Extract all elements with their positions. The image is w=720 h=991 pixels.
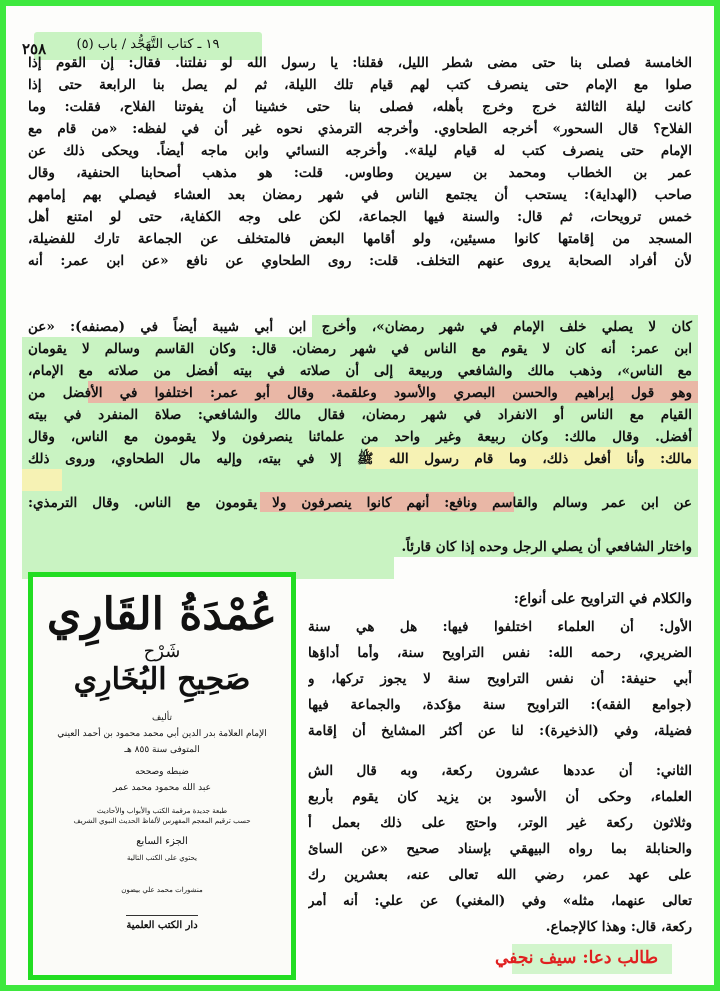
book-cover-inset <box>28 572 296 980</box>
text-line: مع الناس»، وذهب مالك والشافعي وربيعة إلى أن صلاته في بيته أفضل من صلاته مع الإمام، <box>28 363 692 379</box>
text-line: كانت ليلة الثالثة خرج وخرج بأهله، فصلى بنا حتى خشينا أن يفوتنا الفلاح، فقلت: وما <box>28 99 692 115</box>
text-line: الأول: أن العلماء اختلفوا فيها: هل هي سنة <box>308 619 692 635</box>
text-line: لأن أفراد الصحابة يروى عنهم التخلف. قلت: روى الطحاوي عن نافع «عن ابن عمر: أنه <box>28 253 692 269</box>
text-line: والحنابلة بما رواه البيهقي بإسناد صحيح «عن السائ <box>308 841 692 857</box>
highlight-yellow <box>22 469 62 491</box>
page-number: ٢٥٨ <box>22 40 47 58</box>
text-line: عمر بن الخطاب ومحمد بن سيرين وطاوس. قلت: هو مذهب أصحابنا الحنفية، وقال <box>28 165 692 181</box>
highlight-green <box>62 469 698 491</box>
highlight-green <box>22 513 698 535</box>
text-line: الفلاح؟ قال السحور» أخرجه الطحاوي. وأخرجه الترمذي نحوه غير أن في لفظه: «من قام مع <box>28 121 692 137</box>
cover-author-label: تأليف <box>151 713 173 723</box>
cover-author: الإمام العلامة بدر الدين أبي محمد محمود بن أحمد العيني <box>57 729 267 739</box>
cover-editor-label: ضبطه وصححه <box>135 767 189 777</box>
text-line: وهو قول إبراهيم والحسن البصري والأسود وعلقمة. وقال أبو عمر: اختلفوا في الأفضل من <box>28 385 692 401</box>
text-line: تعالى عنهما، مثله» وفي (المغني) عن علي: أنه أمر <box>308 893 692 909</box>
text-line: مالك: وأنا أفعل ذلك، وما قام رسول الله ﷺ إلا في بيته، وإليه مال الطحاوي، وروى ذلك <box>28 451 692 467</box>
text-line: الضريري، رحمه الله: نفس التراويح سنة، وأما أداؤها <box>308 645 692 661</box>
text-line: ابن عمر: أنه كان لا يقوم مع الناس في شهر رمضان. قال: وكان القاسم وسالم لا يقومان <box>28 341 692 357</box>
text-line: ركعة، قال: وهذا كالإجماع. <box>545 919 692 935</box>
text-line: أبي حنيفة: أن نفس التراويح سنة لا يجوز تركها، و <box>308 671 692 687</box>
text-line: أفضل. وقال مالك: وكان ربيعة وغير واحد من علمائنا ينصرفون ولا يقومون مع الناس، وقال <box>28 429 692 445</box>
cover-volume: الجزء السابع <box>136 836 188 847</box>
cover-subtitle: شَرْح <box>143 641 181 662</box>
text-line: العلماء، وحكى أن الأسود بن يزيد كان يقوم بأربع <box>308 789 692 805</box>
text-line: فضيلة، وفي (الذخيرة): لنا عن أكثر المشايخ أن إقامة <box>308 723 692 739</box>
text-line: الإمام حتى ينصرف كتب له قيام ليلة». وأخرجه النسائي وابن ماجه أيضاً. ويحكى ذلك عن <box>28 143 692 159</box>
text-line: الخامسة فصلى بنا حتى مضى شطر الليل، فقلنا: يا رسول الله لو نفلتنا. فقال: إن القوم إذا <box>28 55 692 71</box>
text-line: عن ابن عمر وسالم والقاسم ونافع: أنهم كانوا ينصرفون ولا يقومون مع الناس. وقال الترمذي: <box>28 495 692 511</box>
cover-edition-note: حسب ترقيم المعجم المفهرس لألفاظ الحديث النبوي الشريف <box>73 817 251 825</box>
text-line: كان لا يصلي خلف الإمام في شهر رمضان»، وأخرج ابن أبي شيبة أيضاً في (مصنفه): «عن <box>28 319 692 335</box>
cover-edition-note: طبعة جديدة مرقمة الكتب والأبواب والأحاديث <box>96 807 228 815</box>
text-line: المسجد من إقامتها كانوا مسيئين، ولو أقامها البعض فالمتخلف عن الجماعة تارك للفضيلة، <box>28 231 692 247</box>
text-line: واختار الشافعي أن يصلي الرجل وحده إذا كان قارئاً. <box>401 539 692 555</box>
cover-died: المتوفى سنة ٨٥٥ هـ <box>124 745 200 755</box>
cover-publisher-line: منشورات محمد علي بيضون <box>121 886 203 894</box>
cover-volume-contents: يحتوي على الكتب التالية <box>127 854 197 862</box>
text-line: (جوامع الفقه): التراويح سنة مؤكدة، والجماعة فيها <box>308 697 692 713</box>
text-line: القيام مع الناس أو الانفراد في شهر رمضان، فقال مالك والشافعي: صلاة المنفرد في بيته <box>28 407 692 423</box>
running-head: ١٩ ـ كتاب التَّهَجُّد / باب (٥) <box>76 37 220 52</box>
cover-publisher: دار الكتب العلمية <box>126 915 197 931</box>
book-page <box>6 6 714 985</box>
cover-editor: عبد الله محمود محمد عمر <box>113 783 211 793</box>
text-line: على عهد عمر، رضي الله تعالى عنه، بعشرين رك <box>308 867 692 883</box>
signature: طالب دعا: سيف نجفي <box>495 948 658 968</box>
book-cover <box>43 585 281 967</box>
text-line: وثلاثون ركعة غير الوتر، واحتج على ذلك بعمل أ <box>308 815 692 831</box>
cover-subtitle: صَحِيحِ البُخَارِي <box>73 662 251 697</box>
section-title: والكلام في التراويح على أنواع: <box>513 591 692 607</box>
cover-title: عُمْدَةُ القَارِي <box>46 589 278 640</box>
text-line: خمس ترويحات، ثم قال: والسنة فيها الجماعة، لكن على وجه الكفاية، حتى لو امتنع أهل <box>28 209 692 225</box>
text-line: صلوا مع الإمام حتى ينصرف كتب لهم قيام تلك الليلة، ثم لم يصل بنا الرابعة حتى إذا <box>28 77 692 93</box>
text-line: صاحب (الهداية): يستحب أن يجتمع الناس في شهر رمضان بعد العشاء فيصلي بهم إمامهم <box>28 187 692 203</box>
text-line: الثاني: أن عددها عشرون ركعة، وبه قال الش <box>308 763 692 779</box>
